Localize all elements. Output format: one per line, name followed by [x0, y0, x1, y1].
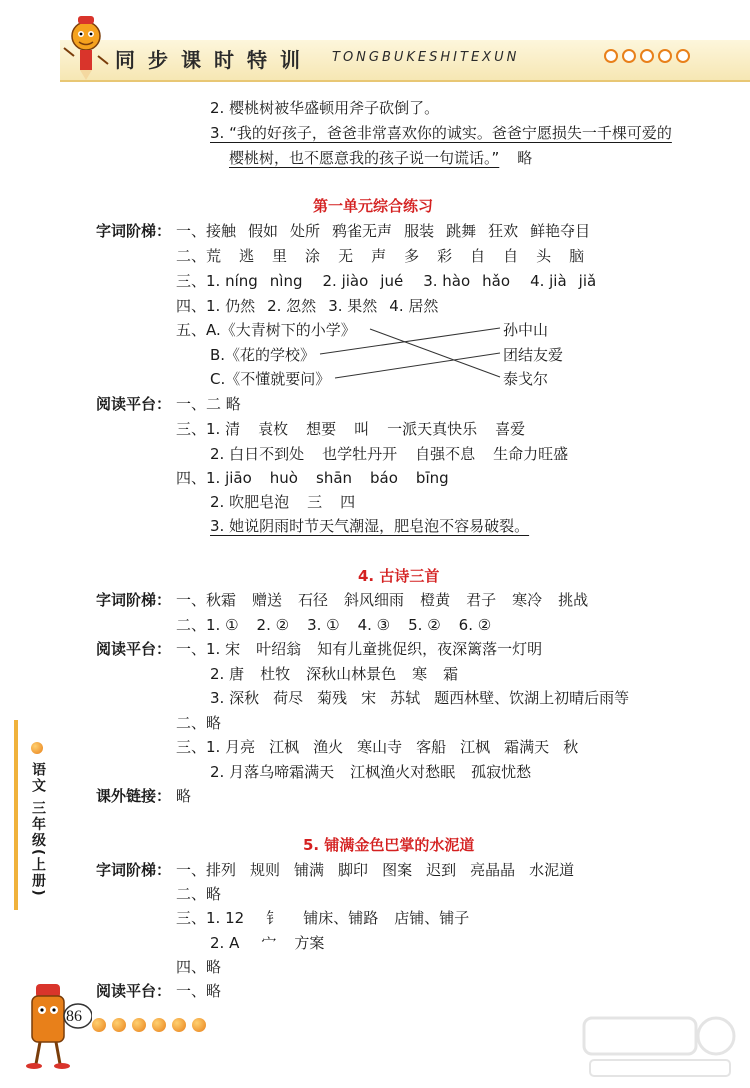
word: 2. 忽然 — [267, 297, 317, 315]
word: 君子 — [466, 591, 497, 609]
word: 一、秋霜 — [176, 591, 237, 609]
answer-row — [210, 663, 470, 684]
word: 二、荒 — [176, 247, 222, 265]
word: 四 — [340, 493, 356, 511]
word: 深秋山林景色 — [306, 665, 397, 683]
match-right-3: 泰戈尔 — [503, 370, 549, 388]
word: 霜满天 — [504, 738, 550, 756]
word: 赠送 — [252, 591, 283, 609]
word: 脑 — [569, 247, 585, 265]
word: 2. 白日不到处 — [210, 445, 305, 463]
word: 钅 — [266, 909, 282, 927]
answer-row: 二、略 — [176, 714, 222, 732]
word: báo — [370, 469, 398, 487]
label-cihui: 字词阶梯： — [96, 861, 172, 879]
answer-row — [210, 687, 641, 708]
word: 涂 — [305, 247, 321, 265]
word: shān — [316, 469, 353, 487]
word: 鲜艳夺目 — [530, 222, 591, 240]
match-left-a: 五、A.《大青树下的小学》 — [176, 321, 356, 339]
side-dot-icon — [31, 742, 43, 754]
word: 宋 — [361, 689, 377, 707]
header-pinyin: TONGBUKESHITEXUN — [332, 50, 520, 65]
word: 假如 — [248, 222, 279, 240]
word: 4. 居然 — [389, 297, 439, 315]
answer-row: 略 — [176, 787, 192, 805]
word: 寒山寺 — [357, 738, 403, 756]
word: jué — [380, 272, 404, 290]
watermark-logo-icon — [580, 1012, 740, 1082]
word: 3. 果然 — [328, 297, 378, 315]
word: 三、1. 12 — [176, 909, 245, 927]
word: 3. ① — [307, 616, 340, 634]
answer-row — [176, 736, 590, 757]
word: 图案 — [382, 861, 413, 879]
answer-row: 一、略 — [176, 982, 222, 1000]
word: 3. hào — [423, 272, 471, 290]
dot-icon — [152, 1018, 166, 1032]
answer-row: 二、略 — [176, 885, 222, 903]
dot-icon — [172, 1018, 186, 1032]
answer-row — [210, 932, 336, 953]
word: nìng — [269, 272, 303, 290]
word: 江枫渔火对愁眠 — [350, 763, 456, 781]
match-right-2: 团结友爱 — [503, 346, 564, 364]
word: 客船 — [416, 738, 447, 756]
word: 铺满 — [294, 861, 325, 879]
word: 铺床、铺路 — [303, 909, 379, 927]
word: 题西林壁、饮湖上初晴后雨等 — [434, 689, 630, 707]
word: 秋 — [563, 738, 579, 756]
word: 服装 — [404, 222, 435, 240]
word: 跳舞 — [446, 222, 477, 240]
dot-icon — [92, 1018, 106, 1032]
side-subject-label: 语文 三年级(上册) — [30, 762, 46, 898]
word: 三、1. 月亮 — [176, 738, 256, 756]
word: 江枫 — [460, 738, 491, 756]
dot-icon — [132, 1018, 146, 1032]
answer-line: 2. 樱桃树被华盛顿用斧子砍倒了。 — [210, 99, 440, 117]
word: huò — [269, 469, 298, 487]
word: 2. 唐 — [210, 665, 245, 683]
word: 里 — [272, 247, 288, 265]
word: 2. ② — [256, 616, 290, 634]
word: hǎo — [482, 272, 511, 290]
header-char: 特 — [247, 48, 268, 72]
header-char: 训 — [280, 48, 301, 72]
dot-icon — [112, 1018, 126, 1032]
header-char: 步 — [148, 48, 169, 72]
word: 脚印 — [338, 861, 369, 879]
word: 宀 — [261, 934, 277, 952]
word: 无 — [338, 247, 354, 265]
word: 喜爱 — [495, 420, 526, 438]
word: 一、接触 — [176, 222, 237, 240]
word: 寒 — [412, 665, 428, 683]
answer-row: 四、略 — [176, 958, 222, 976]
answer-row — [176, 859, 586, 880]
word: 斜风细雨 — [344, 591, 405, 609]
label-yuedu: 阅读平台： — [96, 982, 172, 1000]
word: 菊残 — [317, 689, 348, 707]
word: 三、1. 清 — [176, 420, 241, 438]
word: 孤寂忧愁 — [471, 763, 532, 781]
answer-row — [176, 589, 600, 610]
answer-row — [176, 638, 554, 659]
word: 橙黄 — [420, 591, 451, 609]
match-left-c: C.《不懂就要问》 — [210, 370, 331, 388]
word: 2. 吹肥皂泡 — [210, 493, 290, 511]
word: 自强不息 — [415, 445, 476, 463]
word: 霜 — [443, 665, 459, 683]
word: 逃 — [239, 247, 255, 265]
answer-row: 一、二 略 — [176, 395, 241, 413]
section-title: 第一单元综合练习 — [313, 197, 434, 215]
label-kewai: 课外链接： — [96, 787, 172, 805]
label-cihui: 字词阶梯： — [96, 222, 172, 240]
label-cihui: 字词阶梯： — [96, 591, 172, 609]
word: jiǎ — [578, 272, 597, 290]
word: 四、1. jiāo — [176, 469, 252, 487]
word: 也学牡丹开 — [322, 445, 398, 463]
word: 多 — [404, 247, 420, 265]
word: 四、1. 仍然 — [176, 297, 256, 315]
word: 2. 月落乌啼霜满天 — [210, 763, 335, 781]
word: 荷尽 — [273, 689, 304, 707]
answer-row — [210, 761, 543, 782]
word: 处所 — [290, 222, 321, 240]
word: bīng — [415, 469, 449, 487]
footer-dots — [92, 1018, 206, 1032]
word: 水泥道 — [529, 861, 575, 879]
word: 店铺、铺子 — [394, 909, 470, 927]
answer-row: 3. 她说阴雨时节天气潮湿，肥皂泡不容易破裂。 — [210, 517, 530, 535]
header-char: 时 — [214, 48, 235, 72]
word: 挑战 — [558, 591, 589, 609]
word: 鸦雀无声 — [332, 222, 393, 240]
word: 6. ② — [458, 616, 492, 634]
answer-line: 3. “我的好孩子，爸爸非常喜欢你的诚实。爸爸宁愿损失一千棵可爱的 — [210, 124, 672, 142]
word: 叫 — [354, 420, 370, 438]
word: 彩 — [437, 247, 453, 265]
dot-icon — [192, 1018, 206, 1032]
page-number: 86 — [66, 1008, 82, 1025]
section-title: 5. 铺满金色巴掌的水泥道 — [303, 836, 475, 854]
answer-text: 略 — [517, 149, 533, 167]
word: 知有儿童挑促织，夜深篱落一灯明 — [317, 640, 543, 658]
word: 2. A — [210, 934, 240, 952]
word: 头 — [536, 247, 552, 265]
word: 袁枚 — [258, 420, 289, 438]
answer-row — [176, 907, 481, 928]
word: 亮晶晶 — [470, 861, 516, 879]
word: 二、1. ① — [176, 616, 239, 634]
word: 4. jià — [530, 272, 567, 290]
header-char: 同 — [115, 48, 136, 72]
answer-row — [176, 614, 503, 635]
word: 4. ③ — [357, 616, 391, 634]
word: 江枫 — [269, 738, 300, 756]
word: 迟到 — [426, 861, 457, 879]
word: 想要 — [306, 420, 337, 438]
label-yuedu: 阅读平台： — [96, 640, 172, 658]
answer-row — [176, 418, 537, 439]
match-left-b: B.《花的学校》 — [210, 346, 316, 364]
word: 自 — [503, 247, 519, 265]
word: 三 — [307, 493, 323, 511]
answer-row — [176, 467, 461, 488]
word: 渔火 — [313, 738, 344, 756]
word: 狂欢 — [488, 222, 519, 240]
label-yuedu: 阅读平台： — [96, 395, 172, 413]
word: 声 — [371, 247, 387, 265]
answer-text: 樱桃树，也不愿意我的孩子说一句谎话。” — [229, 149, 500, 167]
word: 一派天真快乐 — [387, 420, 478, 438]
answer-row — [210, 443, 580, 464]
header-char: 课 — [181, 48, 202, 72]
side-bar — [14, 720, 18, 910]
word: 杜牧 — [260, 665, 291, 683]
word: 3. 深秋 — [210, 689, 260, 707]
word: 一、1. 宋 — [176, 640, 241, 658]
section-title: 4. 古诗三首 — [358, 567, 440, 585]
word: 叶绍翁 — [256, 640, 302, 658]
word: 一、排列 — [176, 861, 237, 879]
word: 5. ② — [408, 616, 441, 634]
word: 苏轼 — [390, 689, 421, 707]
word: 寒冷 — [512, 591, 543, 609]
word: 2. jiào — [322, 272, 369, 290]
match-right-1: 孙中山 — [503, 321, 549, 339]
word: 规则 — [250, 861, 281, 879]
word: 自 — [470, 247, 486, 265]
word: 三、1. níng — [176, 272, 258, 290]
word: 方案 — [294, 934, 325, 952]
word: 石径 — [298, 591, 329, 609]
word: 生命力旺盛 — [493, 445, 569, 463]
answer-row — [210, 491, 367, 512]
